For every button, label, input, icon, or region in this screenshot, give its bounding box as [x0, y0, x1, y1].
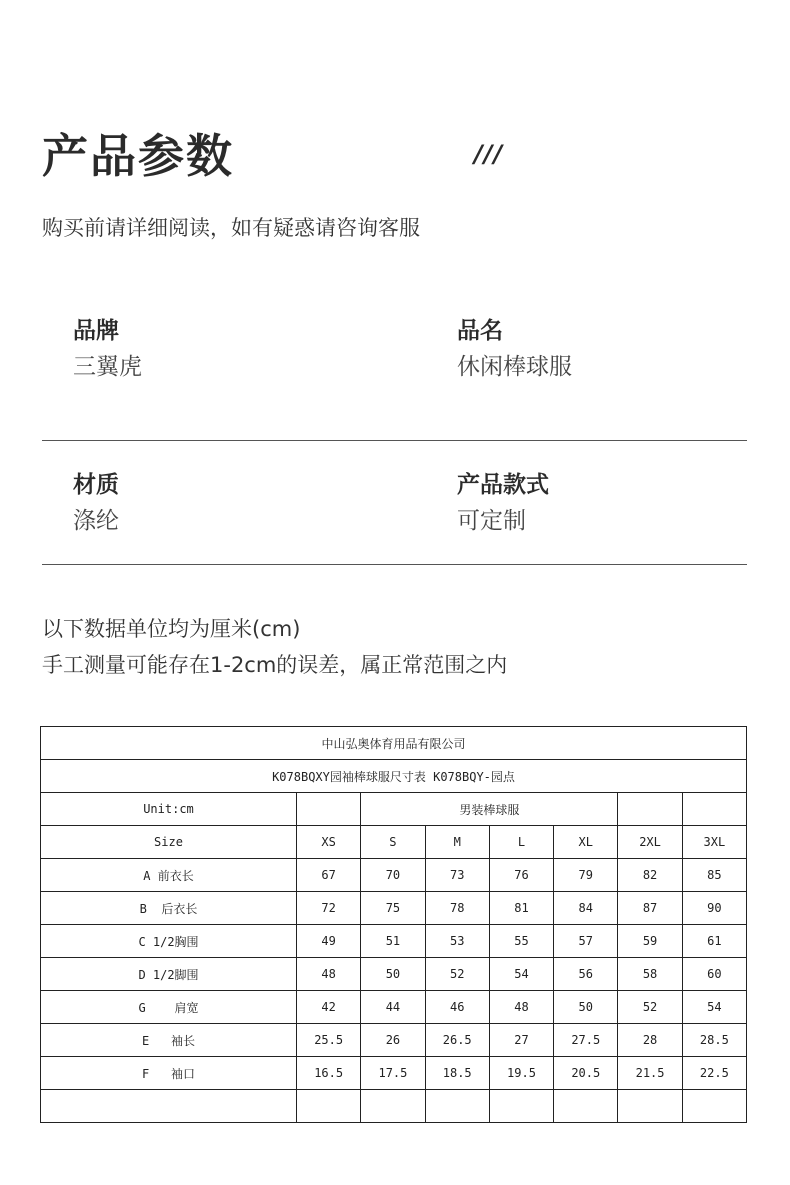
measurement-value: 20.5	[554, 1057, 618, 1090]
size-column-header: L	[489, 826, 553, 859]
measurement-value: 46	[425, 991, 489, 1024]
table-row	[41, 859, 747, 892]
measurement-value: 44	[361, 991, 425, 1024]
param-value: 三翼虎	[73, 354, 142, 380]
measurement-value: 60	[682, 958, 746, 991]
table-cell	[361, 1090, 425, 1123]
table-cell	[425, 1090, 489, 1123]
measurement-value: 76	[489, 859, 553, 892]
measurement-value: 50	[554, 991, 618, 1024]
measurement-value: 21.5	[618, 1057, 682, 1090]
size-column-header: S	[361, 826, 425, 859]
param-value: 休闲棒球服	[457, 354, 572, 380]
table-cell	[41, 1090, 297, 1123]
param-label: 材质	[73, 472, 119, 498]
divider	[42, 564, 747, 565]
measurement-value: 90	[682, 892, 746, 925]
table-row	[41, 925, 747, 958]
note-tolerance: 手工测量可能存在1-2cm的误差，属正常范围之内	[42, 653, 508, 677]
table-cell	[297, 793, 361, 826]
measurement-value: 26.5	[425, 1024, 489, 1057]
table-row	[41, 892, 747, 925]
measurement-value: 79	[554, 859, 618, 892]
table-cell	[618, 1090, 682, 1123]
table-cell	[682, 1090, 746, 1123]
measurement-value: 55	[489, 925, 553, 958]
measurement-value: 18.5	[425, 1057, 489, 1090]
page-subtitle: 购买前请详细阅读，如有疑惑请咨询客服	[42, 216, 420, 240]
measurement-value: 84	[554, 892, 618, 925]
note-unit: 以下数据单位均为厘米(cm)	[42, 617, 301, 641]
measurement-value: 52	[425, 958, 489, 991]
table-cell	[489, 1090, 553, 1123]
param-style	[457, 469, 549, 537]
measurement-value: 27	[489, 1024, 553, 1057]
measurement-value: 52	[618, 991, 682, 1024]
measurement-value: 73	[425, 859, 489, 892]
measurement-value: 59	[618, 925, 682, 958]
measurement-value: 28	[618, 1024, 682, 1057]
measurement-value: 85	[682, 859, 746, 892]
param-value: 可定制	[457, 508, 526, 534]
table-row	[41, 727, 747, 760]
table-row	[41, 1090, 747, 1123]
measurement-value: 27.5	[554, 1024, 618, 1057]
measurement-value: 42	[297, 991, 361, 1024]
measurement-value: 49	[297, 925, 361, 958]
param-product-name	[457, 315, 572, 383]
measurement-label: A 前衣长	[41, 859, 297, 892]
table-cell	[682, 793, 746, 826]
measurement-value: 28.5	[682, 1024, 746, 1057]
table-row	[41, 1024, 747, 1057]
table-cell	[554, 1090, 618, 1123]
measurement-value: 17.5	[361, 1057, 425, 1090]
measurement-value: 70	[361, 859, 425, 892]
category-label: 男装棒球服	[361, 793, 618, 826]
size-column-header: 3XL	[682, 826, 746, 859]
measurement-value: 58	[618, 958, 682, 991]
size-column-header: XL	[554, 826, 618, 859]
unit-label: Unit:cm	[41, 793, 297, 826]
measurement-label: F 袖口	[41, 1057, 297, 1090]
measurement-label: E 袖长	[41, 1024, 297, 1057]
measurement-value: 67	[297, 859, 361, 892]
measurement-value: 51	[361, 925, 425, 958]
measurement-label: C 1/2胸围	[41, 925, 297, 958]
page-title: 产品参数	[42, 129, 234, 183]
measurement-value: 53	[425, 925, 489, 958]
measurement-value: 54	[682, 991, 746, 1024]
measurement-value: 54	[489, 958, 553, 991]
table-row	[41, 793, 747, 826]
measurement-value: 57	[554, 925, 618, 958]
slash-decoration: ///	[474, 140, 504, 168]
param-value: 涤纶	[73, 508, 119, 534]
table-cell	[618, 793, 682, 826]
measurement-label: B 后衣长	[41, 892, 297, 925]
measurement-value: 81	[489, 892, 553, 925]
table-row	[41, 991, 747, 1024]
table-row	[41, 760, 747, 793]
table-row	[41, 958, 747, 991]
size-column-header: 2XL	[618, 826, 682, 859]
measurement-label: D 1/2脚围	[41, 958, 297, 991]
measurement-value: 61	[682, 925, 746, 958]
table-row	[41, 826, 747, 859]
table-cell	[297, 1090, 361, 1123]
measurement-value: 50	[361, 958, 425, 991]
measurement-value: 22.5	[682, 1057, 746, 1090]
measurement-value: 25.5	[297, 1024, 361, 1057]
param-material	[73, 469, 119, 537]
size-table	[40, 726, 747, 1123]
size-header: Size	[41, 826, 297, 859]
measurement-value: 87	[618, 892, 682, 925]
measurement-value: 72	[297, 892, 361, 925]
company-name: 中山弘奥体育用品有限公司	[41, 727, 747, 760]
size-column-header: XS	[297, 826, 361, 859]
measurement-value: 78	[425, 892, 489, 925]
param-label: 产品款式	[457, 472, 549, 498]
measurement-value: 48	[489, 991, 553, 1024]
size-column-header: M	[425, 826, 489, 859]
measurement-value: 48	[297, 958, 361, 991]
measurement-value: 19.5	[489, 1057, 553, 1090]
table-title: K078BQXY园袖棒球服尺寸表 K078BQY-园点	[41, 760, 747, 793]
measurement-value: 16.5	[297, 1057, 361, 1090]
measurement-value: 75	[361, 892, 425, 925]
measurement-value: 56	[554, 958, 618, 991]
divider	[42, 440, 747, 441]
param-label: 品名	[457, 318, 503, 344]
param-label: 品牌	[73, 318, 119, 344]
table-row	[41, 1057, 747, 1090]
measurement-label: G 肩宽	[41, 991, 297, 1024]
measurement-value: 26	[361, 1024, 425, 1057]
param-brand	[73, 315, 142, 383]
measurement-value: 82	[618, 859, 682, 892]
